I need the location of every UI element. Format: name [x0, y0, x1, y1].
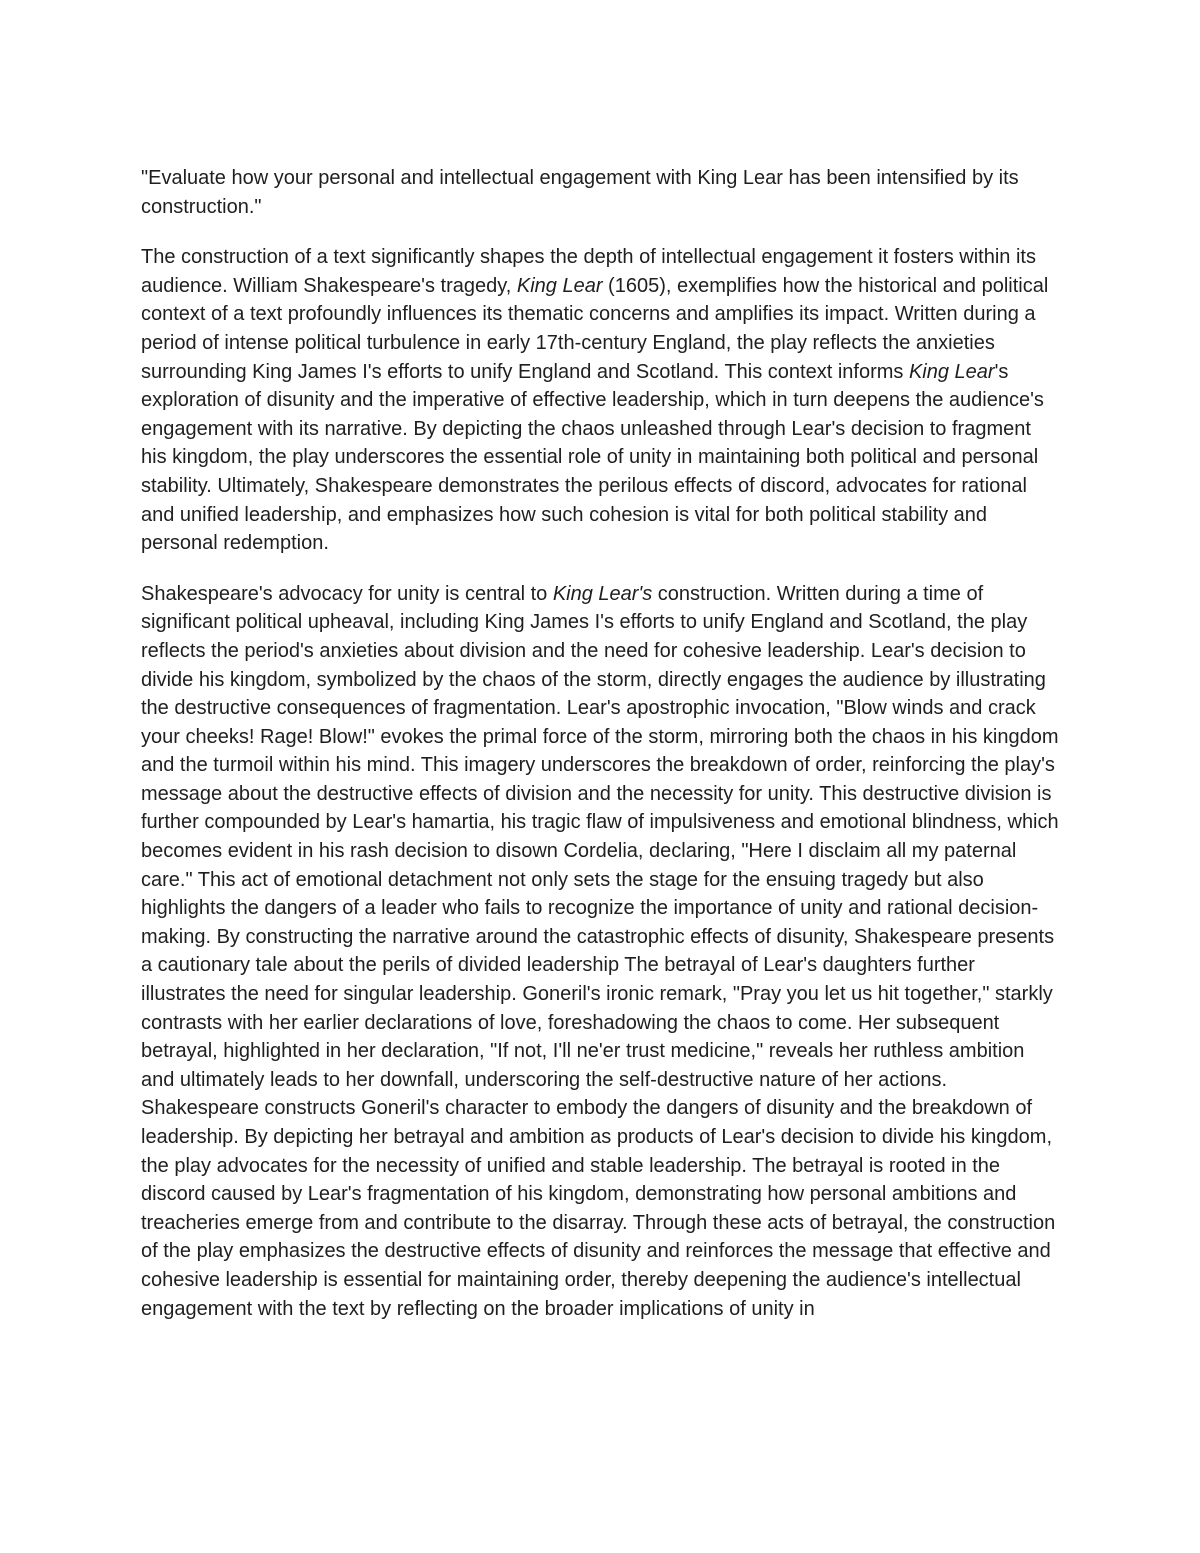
- italic-title-run: King Lear: [516, 274, 603, 297]
- body-paragraph: [141, 580, 1061, 1323]
- body-paragraph: [141, 243, 1061, 558]
- text-run: construction. Written during a time of significant political upheaval, including King James I's efforts to unify England and Scotland, the play reflects the period's anxieties about division and the need for cohesive leadership. Lear's decision to divide his kingdom, symbolized by the chaos of the storm, directly engages the audience by illustrating the destructive consequences of fragmentation. Lear's apostrophic invocation, "Blow winds and crack your cheeks! Rage! Blow!" evokes the primal force of the storm, mirroring both the chaos in his kingdom and the turmoil within his mind. This imagery underscores the breakdown of order, reinforcing the play's message about the destructive effects of division and the necessity for unity. This destructive division is further compounded by Lear's hamartia, his tragic flaw of impulsiveness and emotional blindness, which becomes evident in his rash decision to disown Cordelia, declaring, "Here I disclaim all my paternal care." This act of emotional detachment not only sets the stage for the ensuing tragedy but also highlights the dangers of a leader who fails to recognize the importance of unity and rational decision-making. By constructing the narrative around the catastrophic effects of disunity, Shakespeare presents a cautionary tale about the perils of divided leadership The betrayal of Lear's daughters further illustrates the need for singular leadership. Goneril's ironic remark, "Pray you let us hit together," starkly contrasts with her earlier declarations of love, foreshadowing the chaos to come. Her subsequent betrayal, highlighted in her declaration, "If not, I'll ne'er trust medicine," reveals her ruthless ambition and ultimately leads to her downfall, underscoring the self-destructive nature of her actions. Shakespeare constructs Goneril's character to embody the dangers of disunity and the breakdown of leadership. By depicting her betrayal and ambition as products of Lear's decision to divide his kingdom, the play advocates for the necessity of unified and stable leadership. The betrayal is rooted in the discord caused by Lear's fragmentation of his kingdom, demonstrating how personal ambitions and treacheries emerge from and contribute to the disarray. Through these acts of betrayal, the construction of the play emphasizes the destructive effects of disunity and reinforces the message that effective and cohesive leadership is essential for maintaining order, thereby deepening the audience's intellectual engagement with the text by reflecting on the broader implications of unity in: [141, 582, 1059, 1320]
- document-body: [141, 164, 1061, 1345]
- text-run: 's exploration of disunity and the imperative of effective leadership, which in turn deepens the audience's engagement with its narrative. By depicting the chaos unleashed through Lear's decision to fragment his kingdom, the play underscores the essential role of unity in maintaining both political and personal stability. Ultimately, Shakespeare demonstrates the perilous effects of discord, advocates for rational and unified leadership, and emphasizes how such cohesion is vital for both political stability and personal redemption.: [141, 360, 1044, 555]
- essay-paragraphs: [141, 243, 1061, 1323]
- italic-title-run: King Lear's: [552, 582, 653, 605]
- text-run: The construction of a text significantly shapes the depth of intellectual engagement it fosters within its audience. William Shakespeare's tragedy,: [141, 246, 1036, 297]
- italic-title-run: King Lear: [908, 360, 995, 383]
- text-run: Shakespeare's advocacy for unity is central to: [141, 582, 553, 605]
- text-run: (1605), exemplifies how the historical and political context of a text profoundly influences its thematic concerns and amplifies its impact. Written during a period of intense political turbulence in early 17th-century England, the play reflects the anxieties surrounding King James I's efforts to unify England and Scotland. This context informs: [141, 274, 1049, 383]
- essay-prompt: "Evaluate how your personal and intellectual engagement with King Lear has been intensified by its construction.": [141, 167, 1019, 218]
